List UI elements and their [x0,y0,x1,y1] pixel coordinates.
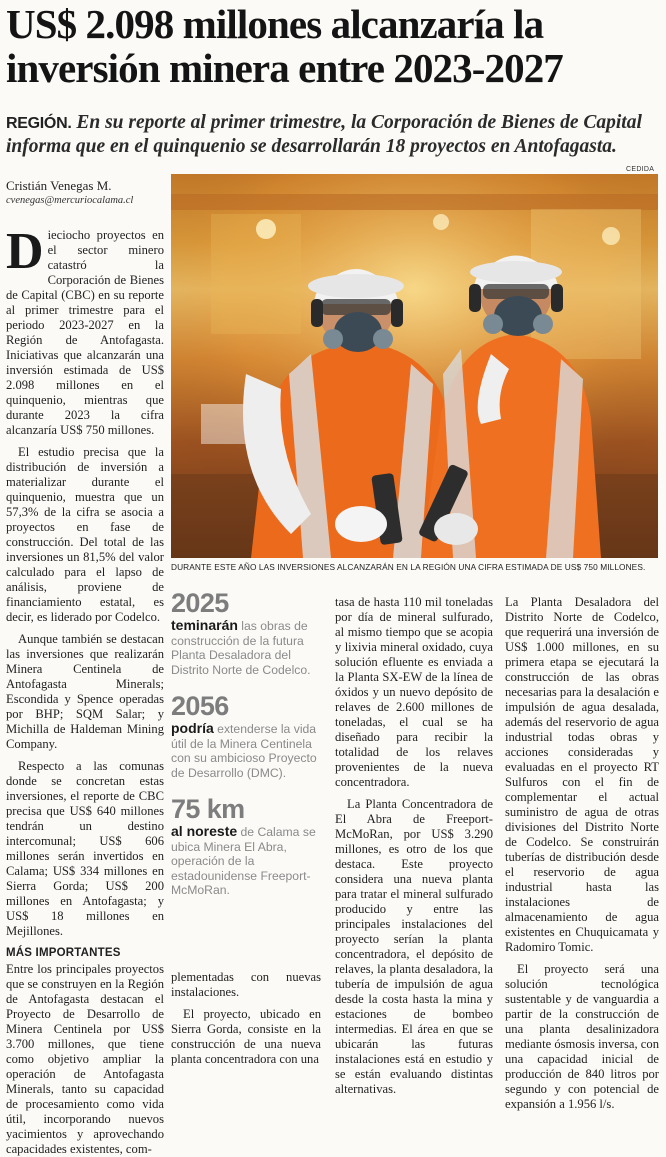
column-3-paragraph-2: La Planta Concentradora de El Abra de Freeport-McMoRan, por US$ 3.290 millones, es otro de los que destaca. Este proyecto considera una nueva planta para tratar el mineral sulfurado producido y entre las principales instalaciones del proyecto serían la planta concentradora, el depósito de relaves, la planta desaladora, la tubería de impulsión de agua desde la costa hasta la mina y estaciones de bombeo intermedias. El área en que se ubicarán las futuras instalaciones está en estudio y se están evaluando distintas alternativas. [335,797,493,1096]
author-email[interactable]: cvenegas@mercuriocalama.cl [6,195,134,206]
fact-bold: podría [171,720,214,736]
paragraph-2: El estudio precisa que la distribución de inversión a materializar durante el quinquenio, muestra que un 57,3% de la cifra se asocia a proyectos en fase de construcción. Del total de las inversiones un 81,5% del valor calculado para el lapso de análisis, proviene de financiamiento estatal, es decir, es liderado por Codelco. [6,445,164,624]
headline [6,2,662,90]
fact-text [171,721,321,780]
fact-box [171,588,321,912]
lead-line-2: informa que en el quinquenio se desarrollarán 18 proyectos en Antofagasta. [6,136,617,157]
fact-text [171,618,321,677]
photo-caption: DURANTE ESTE AÑO LAS INVERSIONES ALCANZARÁN EN LA REGIÓN UNA CIFRA ESTIMADA DE US$ 750 MILLONES. [171,562,646,572]
author-name: Cristián Venegas M. [6,178,112,193]
column-2 [171,970,321,1067]
lead-paragraph [6,111,662,158]
paragraph-1-text: ieciocho proyectos en el sector minero catastró la Corporación de Bienes de Capital (CBC) en su reporte al primer trimestre para el periodo 2023-2027 en la Región de Antofagasta. Iniciativas que alcanzarán una inversión estimada de US$ 2.098 millones en el quinquenio, mientras que durante 2023 la cifra alcanzaría US$ 750 millones. [6,228,164,437]
subhead: MÁS IMPORTANTES [6,947,121,959]
column-2-paragraph-2: El proyecto, ubicado en Sierra Gorda, consiste en la construcción de una nueva planta concentradora con una [171,1007,321,1066]
fact-text [171,824,321,898]
column-3 [335,595,493,1097]
paragraph-3: Aunque también se destacan las inversiones que realizarán Minera Centinela de Antofagasta Minerals; Escondida y Spence operadas por BHP; SQM Salar; y Michilla de Haldeman Mining Company. [6,632,164,751]
fact-number: 75 km [171,794,245,824]
photo-credit: CEDIDA [626,166,655,173]
fact-number: 2025 [171,588,229,618]
paragraph-1 [6,223,164,438]
fact-bold: al noreste [171,823,238,839]
byline [6,178,166,206]
headline-line-2: inversión minera entre 2023-2027 [6,45,563,91]
fact-rest: las obras de construcción de la futura Planta Desaladora del Distrito Norte de Codelco. [171,619,311,677]
workers-photo-illustration [171,174,658,558]
column-4-paragraph-2: El proyecto será una solución tecnológica sustentable y de vanguardia a partir de la construcción de una planta desalinizadora mediante ósmosis inversa, con una capacidad inicial de producción de 840 litros por segundo y con potencial de expansión a 1.956 l/s. [505,962,659,1111]
fact-bold: teminarán [171,617,238,633]
fact-rest: extenderse la vida útil de la Minera Centinela con su ambicioso Proyecto de Desarrollo (DMC). [171,722,317,780]
column-3-paragraph-1: tasa de hasta 110 mil toneladas por día de mineral sulfurado, al mismo tiempo que se acopia y lixivia mineral oxidado, cuya solución efluente es enviada a la Planta SX-EW de la línea de óxidos y un nuevo depósito de relaves de 2.600 millones de toneladas, el cual se ha diseñado para recibir la totalidad de los relaves provenientes de la nueva concentradora. [335,595,493,789]
fact-rest: de Calama se ubica Minera El Abra, operación de la estadounidense Freeport-McMoRan. [171,825,316,897]
paragraph-4: Respecto a las comunas donde se concretan estas inversiones, el reporte de CBC precisa que US$ 640 millones tendrán un destino intercomunal; US$ 606 millones serán invertidos en Calama; US$ 334 millones en Sierra Gorda; US$ 200 millones en Antofagasta; y US$ 18 millones en Mejillones. [6,759,164,938]
fact-item-2056 [171,691,321,780]
fact-number: 2056 [171,691,229,721]
article-photo [171,174,658,558]
headline-line-1: US$ 2.098 millones alcanzaría la [6,1,544,47]
drop-cap: D [6,223,44,280]
paragraph-5: Entre los principales proyectos que se construyen en la Región de Antofagasta destacan el Proyecto de Desarrollo de Minera Centinela por US$ 3.700 millones, que tiene como objetivo ampliar la operación de Antofagasta Minerals, tanto su capacidad de procesamiento como vida útil, incorporando nuevos yacimientos y aprovechando capacidades existentes, com- [6,962,164,1156]
lead-line-1: En su reporte al primer trimestre, la Corporación de Bienes de Capital [76,112,642,133]
column-4-paragraph-1: La Planta Desaladora del Distrito Norte de Codelco, que requerirá una inversión de US$ 1.000 millones, en su primera etapa se ejecutará la construcción de las obras necesarias para la desalación e impulsión de agua desalada, además del reservorio de agua industrial todas obras y acciones consideradas y evaluadas en el proyecto RT Sulfuros con el fin de complementar el actual suministro de agua de otras divisiones del Distrito Norte de Codelco. Se construirán tuberías de distribución desde el reservorio de agua industrial hasta las instalaciones de almacenamiento de agua existentes en Chuquicamata y Radomiro Tomic. [505,595,659,954]
column-2-paragraph-1: plementadas con nuevas instalaciones. [171,970,321,999]
fact-item-2025 [171,588,321,677]
column-4 [505,595,659,1112]
section-tag: REGIÓN. [6,115,72,132]
column-1 [6,223,164,1157]
fact-item-75km [171,794,321,898]
